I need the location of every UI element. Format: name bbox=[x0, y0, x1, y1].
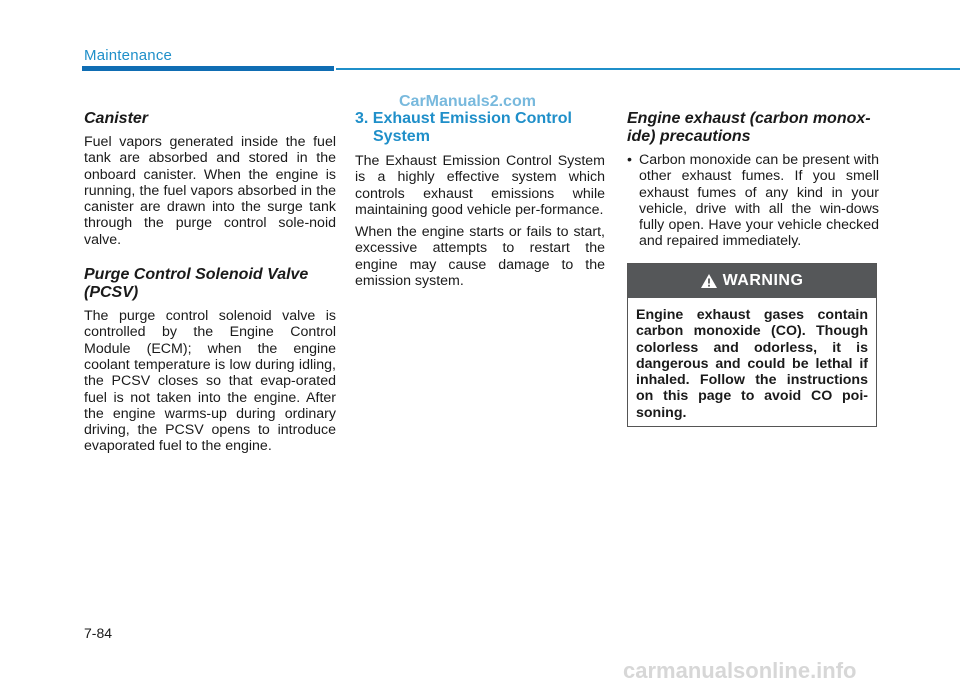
exhaust-emission-paragraph-1: The Exhaust Emission Control System is a highly effective system which controls exhaust emissions while maintaining good vehicle per-formance. bbox=[355, 153, 605, 218]
canister-paragraph: Fuel vapors generated inside the fuel tank are absorbed and stored in the onboard canister. When the engine is running, the fuel vapors absorbed in the canister are drawn into the surge tank through the purge control sole-noid valve. bbox=[84, 134, 336, 248]
engine-exhaust-heading: Engine exhaust (carbon monox- ide) precautions bbox=[627, 110, 871, 145]
canister-heading: Canister bbox=[84, 110, 149, 127]
exhaust-emission-heading: 3. Exhaust Emission Control System bbox=[355, 110, 572, 145]
header-rule-light bbox=[336, 68, 960, 70]
warning-header bbox=[628, 264, 876, 298]
warning-title: WARNING bbox=[722, 272, 804, 289]
pcsv-paragraph: The purge control solenoid valve is controlled by the Engine Control Module (ECM); when the engine coolant temperature is low during idling, the PCSV closes so that evap-orated fuel is not taken into the engine. After the engine warms-up during ordinary driving, the PCSV opens to introduce evaporated fuel to the engine. bbox=[84, 308, 336, 455]
watermark-bottom: carmanualsonline.info bbox=[623, 658, 857, 683]
warning-triangle-icon bbox=[701, 274, 717, 288]
pcsv-heading: Purge Control Solenoid Valve (PCSV) bbox=[84, 266, 309, 302]
section-header-title: Maintenance bbox=[84, 47, 173, 64]
column-middle bbox=[355, 110, 605, 289]
list-item: • Carbon monoxide can be present with other exhaust fumes. If you smell exhaust fumes of any kind in your vehicle, drive with all the win-dows fully open. Have your vehicle checked and repaired immediately. bbox=[627, 152, 879, 250]
warning-text: Engine exhaust gases contain carbon monoxide (CO). Though colorless and odorless, it is dangerous and could be lethal if inhaled. Follow the instructions on this page to avoid CO poi-soning. bbox=[636, 307, 868, 421]
warning-box bbox=[627, 263, 877, 427]
page-number: 7-84 bbox=[84, 625, 113, 641]
column-right bbox=[627, 110, 879, 250]
engine-exhaust-bullets bbox=[627, 152, 879, 250]
watermark-top: CarManuals2.com bbox=[399, 93, 536, 110]
header-rule-dark bbox=[82, 66, 334, 71]
exhaust-emission-paragraph-2: When the engine starts or fails to start, excessive attempts to restart the engine may cause damage to the emission system. bbox=[355, 224, 605, 290]
column-left bbox=[84, 110, 336, 455]
